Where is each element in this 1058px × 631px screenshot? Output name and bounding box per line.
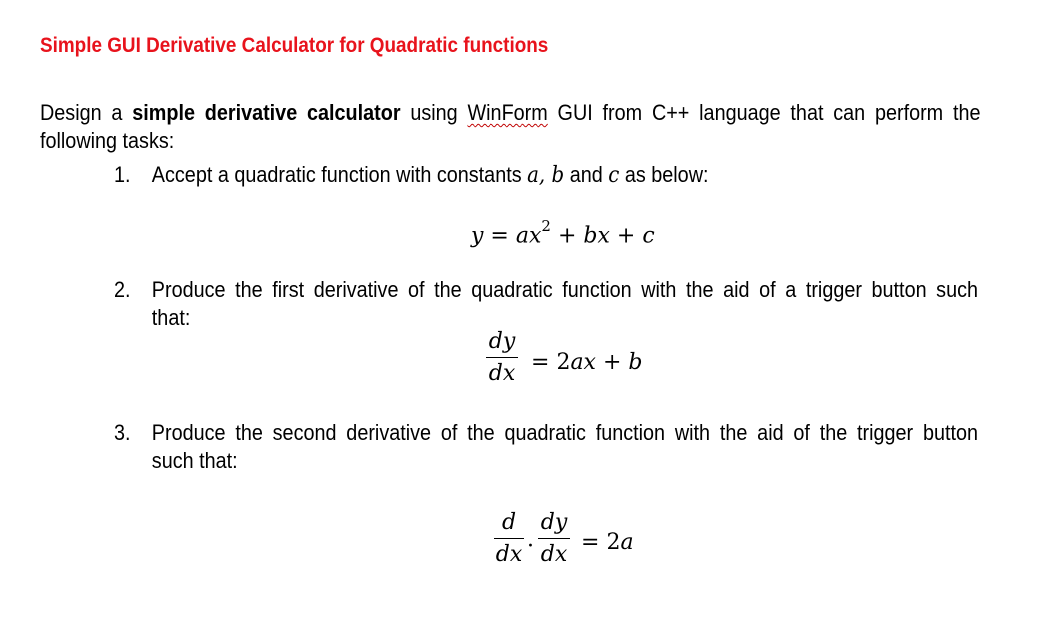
eq3-rhs	[581, 530, 634, 555]
item-3-line-2: such that:	[151, 448, 238, 473]
eq1-y: y	[471, 223, 484, 249]
eq3-f1-numerator: d	[501, 510, 517, 535]
eq2-denominator: dx	[488, 361, 516, 386]
list-item-2-text	[152, 276, 978, 332]
eq3-f2-fraction-bar	[538, 538, 570, 539]
eq2-b: b	[628, 350, 643, 375]
eq1-x: x	[528, 223, 542, 249]
eq1-a: a	[515, 223, 529, 249]
eq2-rhs	[531, 350, 642, 375]
item-2-line-2: that:	[151, 305, 191, 330]
eq1-equals: =	[483, 223, 516, 249]
eq2-coef: 2	[556, 350, 571, 375]
eq2-ax: ax	[570, 350, 596, 375]
item-1-text-after: as below:	[619, 162, 709, 187]
eq3-dot: ·	[527, 534, 534, 559]
eq2-equals: =	[531, 350, 557, 375]
intro-spellcheck-word: WinForm	[467, 100, 548, 125]
eq1-plus-2: +	[609, 223, 643, 249]
eq3-f1-fraction-bar	[494, 538, 524, 539]
list-number-2: 2.	[114, 277, 131, 302]
eq3-a: a	[620, 530, 634, 555]
and-text: and	[564, 162, 609, 187]
intro-line-2: following tasks:	[40, 128, 175, 153]
eq3-f1-denominator: dx	[495, 542, 523, 567]
eq3-f2-denominator: dx	[540, 542, 568, 567]
var-a: a	[527, 163, 539, 188]
intro-bold-phrase: simple derivative calculator	[132, 100, 401, 125]
eq2-numerator: dy	[488, 329, 516, 354]
list-item-1-text	[152, 161, 978, 190]
comma: ,	[538, 163, 552, 188]
list-item-3-text	[152, 419, 978, 475]
eq1-exponent: 2	[541, 217, 551, 235]
eq3-coef: 2	[606, 530, 621, 555]
list-number-1: 1.	[114, 162, 131, 187]
eq1-b: b	[583, 223, 598, 249]
eq2-plus: +	[595, 350, 629, 375]
intro-prefix: Design a	[40, 100, 133, 125]
eq2-fraction	[486, 330, 518, 386]
intro-line-1	[40, 99, 981, 127]
item-3-line-1: Produce the second derivative of the quadratic function with the aid of the trigger button	[151, 420, 979, 445]
eq2-fraction-bar	[486, 357, 518, 358]
intro-suffix: GUI from C++ language that can perform the	[547, 100, 981, 125]
list-number-3: 3.	[114, 420, 131, 445]
eq3-f2-numerator: dy	[540, 510, 568, 535]
intro-mid: using	[400, 100, 468, 125]
item-2-line-1: Produce the first derivative of the quadratic function with the aid of a trigger button such	[151, 277, 979, 302]
intro-paragraph	[40, 99, 981, 155]
eq3-equals: =	[581, 530, 607, 555]
document-title: Simple GUI Derivative Calculator for Quadratic functions	[40, 34, 549, 57]
item-1-text-before: Accept a quadratic function with constants	[151, 162, 528, 187]
var-c: c	[608, 163, 620, 188]
equation-quadratic	[471, 217, 655, 249]
eq1-x-2: x	[597, 223, 610, 249]
eq1-plus-1: +	[550, 223, 584, 249]
eq3-fraction-2	[538, 511, 570, 567]
var-b: b	[551, 163, 565, 188]
eq3-fraction-1	[494, 511, 524, 567]
eq1-c: c	[642, 223, 655, 249]
